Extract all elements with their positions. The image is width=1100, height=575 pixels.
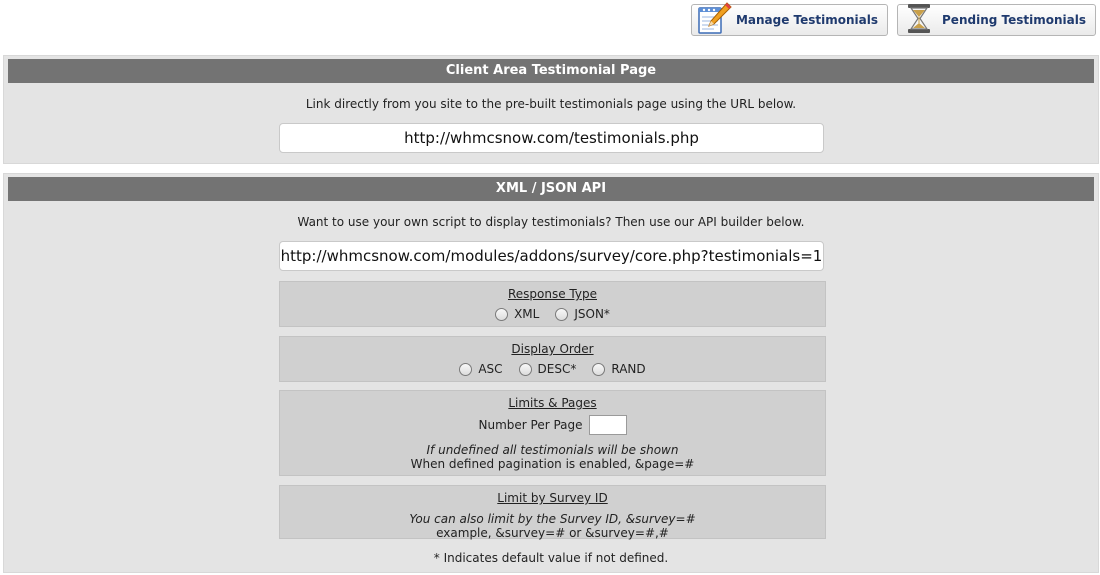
limits-title: Limits & Pages (508, 396, 597, 410)
manage-testimonials-button[interactable] (691, 4, 888, 36)
response-type-title: Response Type (507, 287, 597, 301)
api-panel (3, 173, 1099, 573)
response-type-section (279, 281, 826, 327)
radio-xml[interactable] (495, 307, 539, 321)
limits-note: When defined pagination is enabled, &page=# (410, 457, 695, 471)
radio-desc-button[interactable] (519, 363, 532, 376)
radio-xml-label: XML (514, 307, 540, 321)
radio-xml-button[interactable] (495, 308, 508, 321)
pending-testimonials-button[interactable] (897, 4, 1096, 36)
notepad-pencil-icon (696, 1, 732, 35)
limits-section (279, 390, 826, 476)
survey-section (279, 485, 826, 539)
header-buttons (691, 4, 1096, 36)
client-area-panel (3, 55, 1099, 164)
radio-asc-label: ASC (478, 362, 503, 376)
default-footnote: * Indicates default value if not defined. (433, 551, 669, 565)
radio-json-label: JSON* (574, 307, 610, 321)
radio-json[interactable] (555, 307, 610, 321)
display-order-title: Display Order (511, 342, 594, 356)
radio-rand-label: RAND (611, 362, 646, 376)
number-per-page-label: Number Per Page (478, 418, 583, 432)
survey-note: example, &survey=# or &survey=#,# (436, 526, 669, 540)
radio-desc-label: DESC* (537, 362, 577, 376)
radio-rand-button[interactable] (592, 363, 605, 376)
pending-testimonials-label: Pending Testimonials (942, 13, 1086, 27)
radio-rand[interactable] (592, 362, 645, 376)
manage-testimonials-label: Manage Testimonials (735, 13, 879, 27)
client-area-description: Link directly from you site to the pre-built testimonials page using the URL below. (305, 97, 797, 111)
radio-json-button[interactable] (555, 308, 568, 321)
survey-note-italic: You can also limit by the Survey ID, &survey=# (409, 512, 696, 526)
radio-asc[interactable] (459, 362, 502, 376)
hourglass-icon (902, 1, 938, 35)
display-order-section (279, 336, 826, 382)
client-area-title: Client Area Testimonial Page (8, 59, 1094, 83)
survey-title: Limit by Survey ID (497, 491, 608, 505)
api-description: Want to use your own script to display testimonials? Then use our API builder below. (297, 215, 805, 229)
testimonials-url-field[interactable]: http://whmcsnow.com/testimonials.php (279, 123, 824, 153)
limits-note-italic: If undefined all testimonials will be shown (426, 443, 679, 457)
api-url-field[interactable]: http://whmcsnow.com/modules/addons/survey/core.php?testimonials=1 (279, 241, 824, 271)
api-title: XML / JSON API (8, 177, 1094, 201)
radio-asc-button[interactable] (459, 363, 472, 376)
number-per-page-input[interactable] (589, 415, 627, 435)
radio-desc[interactable] (519, 362, 577, 376)
